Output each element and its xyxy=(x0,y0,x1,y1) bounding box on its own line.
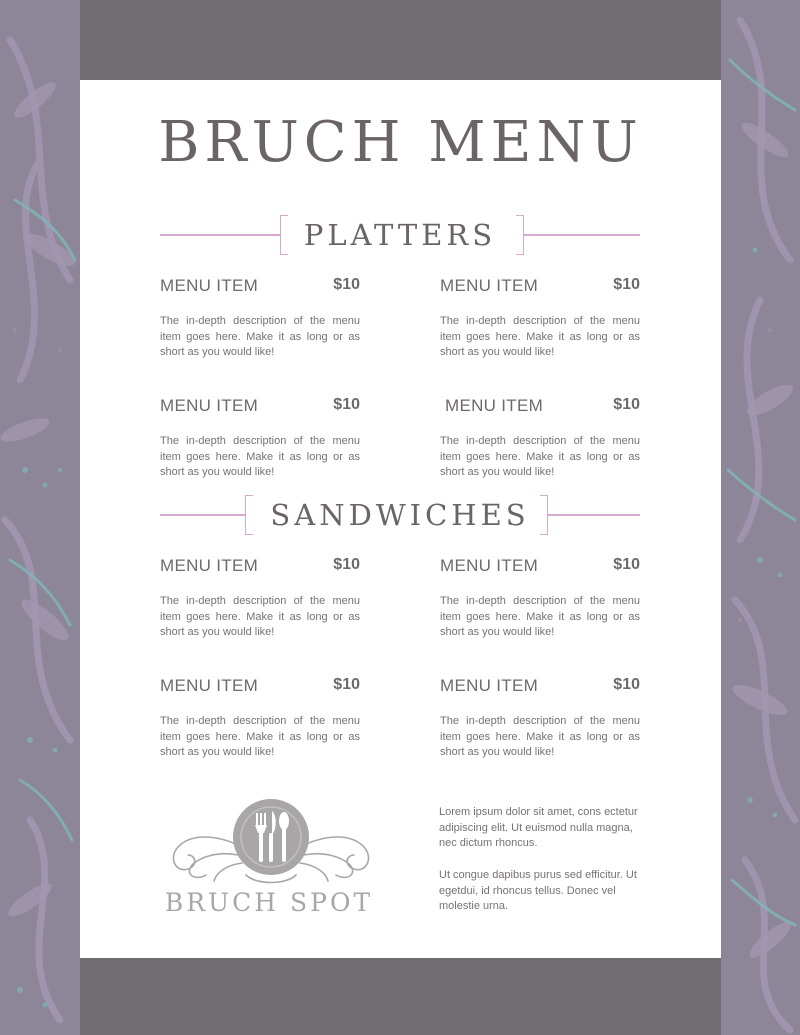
section-title: SANDWICHES xyxy=(270,498,530,532)
plate-cutlery-icon xyxy=(156,795,386,940)
item-name: MENU ITEM xyxy=(160,276,259,295)
footer-paragraph: Lorem ipsum dolor sit amet, cons ectetur adipiscing elit. Ut euismod nulla magna, nec dictum rhoncus. xyxy=(439,806,638,849)
item-description: The in-depth description of the menu item goes here. Make it as long or as short as you would like! xyxy=(440,315,640,358)
item-price: $10 xyxy=(613,556,640,573)
item-name: MENU ITEM xyxy=(440,276,539,295)
item-price: $10 xyxy=(333,276,360,293)
bottom-band xyxy=(80,958,721,1035)
top-band xyxy=(80,0,721,80)
item-description: The in-depth description of the menu item goes here. Make it as long or as short as you would like! xyxy=(160,595,360,638)
menu-title: BRUCH MENU xyxy=(158,110,643,175)
section-header-platters xyxy=(160,215,640,255)
item-description: The in-depth description of the menu item goes here. Make it as long or as short as you would like! xyxy=(440,435,640,478)
item-price: $10 xyxy=(613,276,640,293)
item-description: The in-depth description of the menu item goes here. Make it as long or as short as you would like! xyxy=(160,435,360,478)
item-name: MENU ITEM xyxy=(445,396,544,415)
item-name: MENU ITEM xyxy=(440,676,539,695)
logo-text: BRUCH SPOT xyxy=(164,888,374,917)
item-description: The in-depth description of the menu item goes here. Make it as long or as short as you would like! xyxy=(160,315,360,358)
item-description: The in-depth description of the menu item goes here. Make it as long or as short as you would like! xyxy=(160,715,360,758)
item-description: The in-depth description of the menu item goes here. Make it as long or as short as you would like! xyxy=(440,715,640,758)
item-name: MENU ITEM xyxy=(440,556,539,575)
item-price: $10 xyxy=(613,676,640,693)
item-price: $10 xyxy=(333,676,360,693)
item-name: MENU ITEM xyxy=(160,556,259,575)
item-price: $10 xyxy=(333,556,360,573)
item-description: The in-depth description of the menu item goes here. Make it as long or as short as you would like! xyxy=(440,595,640,638)
item-name: MENU ITEM xyxy=(160,676,259,695)
item-name: MENU ITEM xyxy=(160,396,259,415)
section-header-sandwiches xyxy=(160,495,640,535)
menu-card xyxy=(80,80,721,958)
item-price: $10 xyxy=(613,396,640,413)
footer-paragraph: Ut congue dapibus purus sed efficitur. Ut egetdui, id rhoncus tellus. Donec vel molestie urna. xyxy=(439,869,637,912)
item-price: $10 xyxy=(333,396,360,413)
section-title: PLATTERS xyxy=(303,218,497,252)
